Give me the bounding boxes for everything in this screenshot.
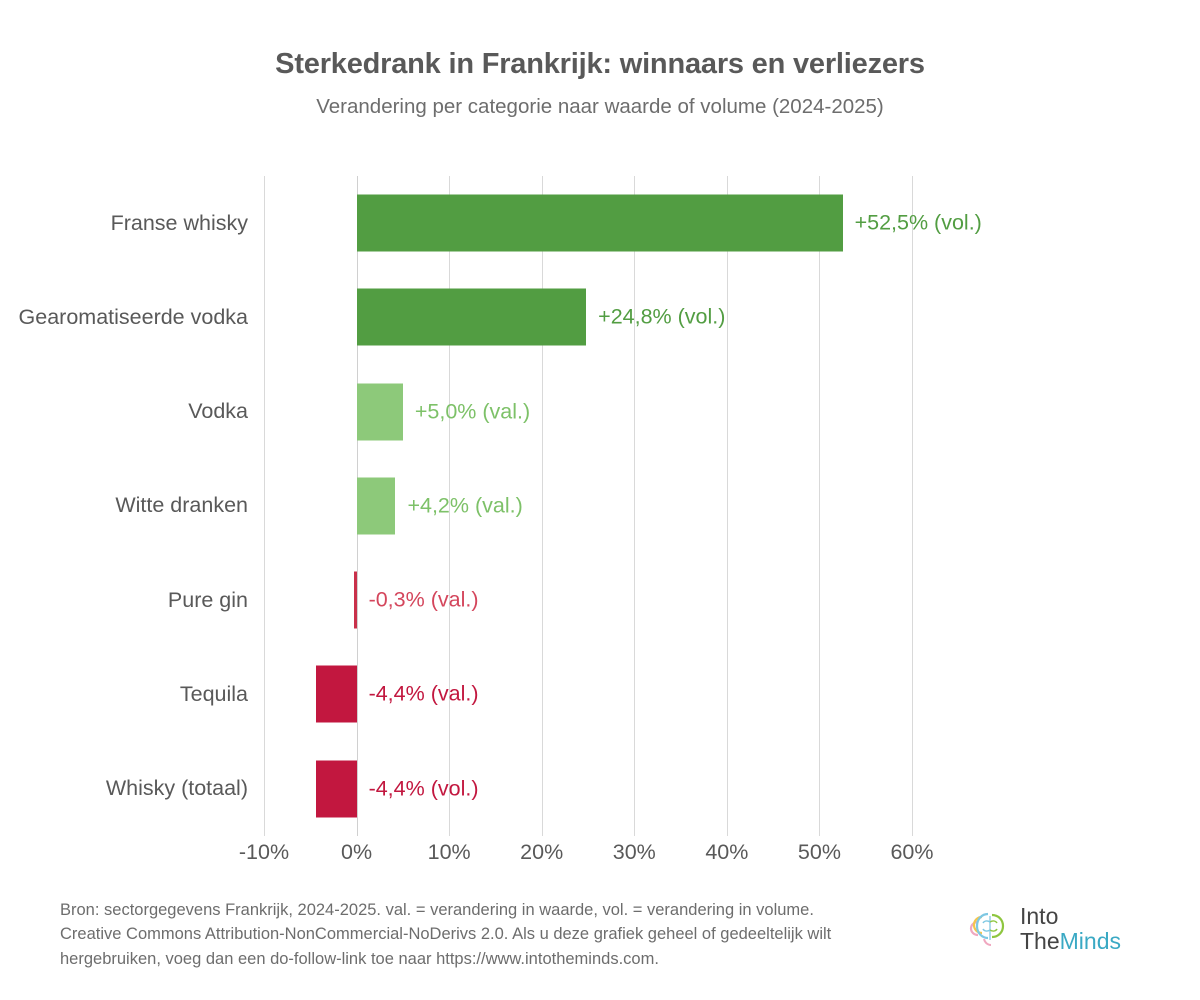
bar-row [264,270,912,364]
bar-row [264,647,912,741]
bar[interactable] [357,477,396,534]
gridline [912,176,913,836]
bar-row [264,459,912,553]
x-axis-tick-label: -10% [238,840,290,864]
bar-row [264,176,982,270]
y-axis-label-text: Pure gin [167,587,248,612]
bar-row [264,365,912,459]
page-title: Sterkedrank in Frankrijk: winnaars en verliezers [275,48,925,80]
bar-row [264,553,912,647]
logo-line1: Into [1020,903,1059,929]
bar-value-label: +4,2% (val.) [407,493,523,518]
bar[interactable] [354,572,357,629]
y-axis-label-text: Whisky (totaal) [105,776,248,801]
bar[interactable] [357,289,587,346]
x-axis-tick-label: 60% [890,840,934,864]
bar-row [264,742,912,836]
bar-value-label: -0,3% (val.) [368,587,479,612]
logo-line2-minds: Minds [1059,928,1121,954]
brain-icon [968,908,1014,950]
y-axis-label-text: Witte dranken [115,493,248,518]
plot-inner [264,176,982,836]
bar-value-label: +5,0% (val.) [414,399,531,424]
title-block [0,0,1200,119]
x-axis-tick-label: 10% [427,840,471,864]
bar[interactable] [316,666,357,723]
brand-logo [968,898,1148,960]
footer-line-2: Creative Commons Attribution-NonCommercial-NoDerivs 2.0. Als u deze grafiek geheel of gedeeltelijk wilt [60,925,832,944]
y-axis-label-text: Gearomatiseerde vodka [18,304,248,329]
bar-value-label: +52,5% (vol.) [854,210,982,235]
y-axis-label-text: Tequila [179,681,248,706]
y-axis-label-text: Franse whisky [110,210,248,235]
bars-container [264,176,982,836]
footer-line-3: hergebruiken, voeg dan een do-follow-link toe naar https://www.intotheminds.com. [60,949,659,968]
chart-subtitle: Verandering per categorie naar waarde of volume (2024-2025) [316,95,884,118]
logo-wordmark [1020,905,1121,953]
x-axis-tick-label: 0% [341,840,373,864]
y-axis-label-text: Vodka [188,399,248,424]
bar-value-label: -4,4% (val.) [368,681,479,706]
plot-area [0,176,1200,836]
bar-value-label: -4,4% (vol.) [368,776,479,801]
bar[interactable] [357,195,843,252]
bar[interactable] [357,383,403,440]
x-axis-tick-label: 50% [797,840,841,864]
bar-value-label: +24,8% (vol.) [598,304,726,329]
footer-line-1: Bron: sectorgegevens Frankrijk, 2024-2025. val. = verandering in waarde, vol. = verandering in volume. [60,901,814,919]
x-axis-tick-label: 20% [520,840,564,864]
x-axis-tick-label: 30% [612,840,656,864]
bar[interactable] [316,760,357,817]
logo-line2-the: The [1020,928,1060,954]
footer-note [60,898,960,971]
x-axis-tick-label: 40% [705,840,749,864]
x-axis [238,840,934,880]
